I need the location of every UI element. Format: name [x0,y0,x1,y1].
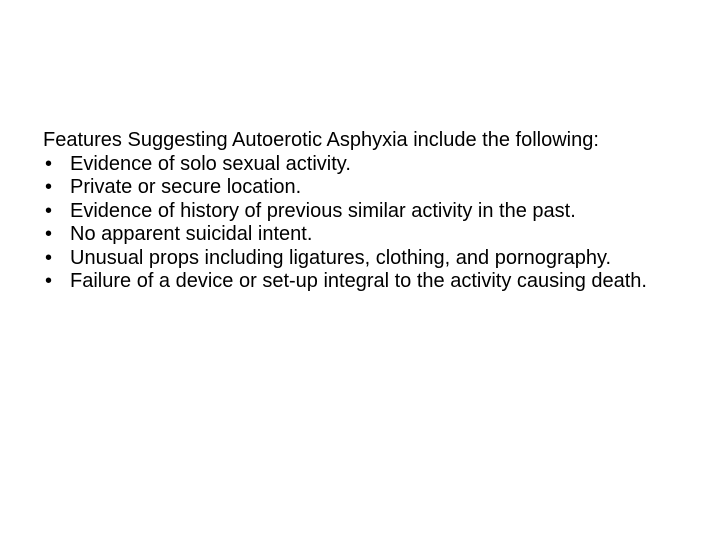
list-item [43,270,683,294]
list-item [43,200,683,224]
list-item [43,247,683,271]
bullet-text: Evidence of solo sexual activity. [70,152,351,175]
bullet-icon: • [45,152,53,175]
bullet-text: Failure of a device or set-up integral to the activity causing death. [70,270,647,292]
list-item [43,223,683,247]
intro-text: Features Suggesting Autoerotic Asphyxia include the following: [43,129,599,151]
bullet-text: Private or secure location. [70,176,302,198]
bullet-text: Unusual props including ligatures, clothing, and pornography. [70,246,612,269]
bullet-icon: • [45,199,53,222]
bullet-icon: • [45,223,53,245]
bullet-icon: • [45,246,53,269]
slide-body [43,129,683,294]
bullet-list [43,153,683,294]
bullet-icon: • [45,176,53,198]
bullet-text: Evidence of history of previous similar activity in the past. [70,199,576,222]
bullet-icon: • [45,270,53,292]
list-item [43,153,683,177]
bullet-text: No apparent suicidal intent. [70,223,313,245]
list-item [43,176,683,200]
